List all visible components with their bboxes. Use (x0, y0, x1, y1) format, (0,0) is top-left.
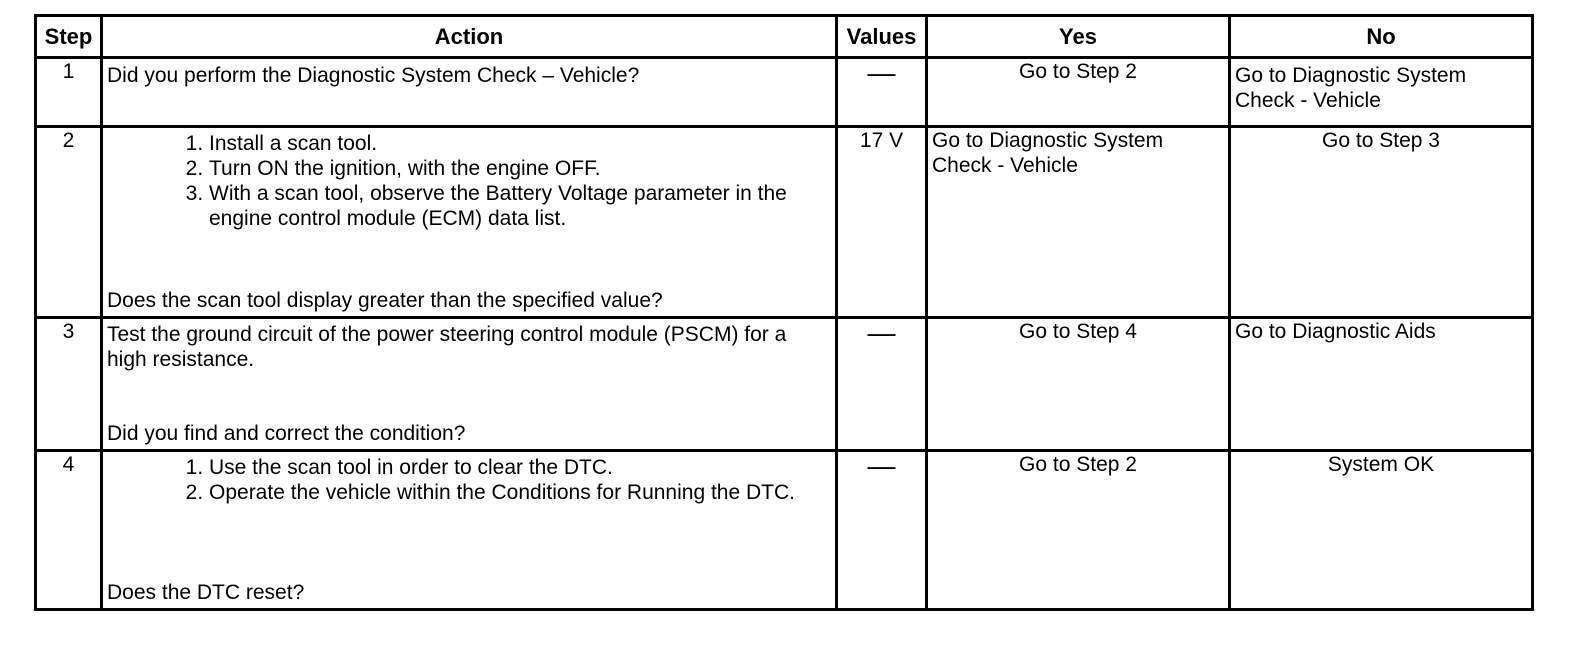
diagnostic-table (34, 14, 1534, 611)
step-number: 3 (36, 318, 102, 451)
step-number: 2 (36, 127, 102, 318)
yes-link[interactable]: Go to Step 2 (1019, 60, 1137, 83)
value-cell (837, 318, 927, 451)
header-no: No (1230, 16, 1533, 58)
header-row (36, 16, 1533, 58)
action-question: Did you find and correct the condition? (107, 422, 466, 445)
yes-cell (927, 58, 1230, 127)
no-link[interactable]: Go to Diagnostic System Check - Vehicle (1235, 64, 1467, 112)
action-list-item: 3. With a scan tool, observe the Battery Voltage parameter in the engine control module (ECM) data list. (209, 181, 831, 231)
yes-link[interactable]: Go to Step 2 (1019, 453, 1137, 476)
table-row-step-1 (36, 58, 1533, 127)
step-number: 4 (36, 451, 102, 610)
action-list-item: 2. Operate the vehicle within the Conditions for Running the DTC. (209, 480, 831, 505)
no-link[interactable]: Go to Diagnostic Aids (1235, 320, 1436, 343)
action-list-item: 1. Install a scan tool. (209, 131, 831, 156)
no-cell (1230, 58, 1533, 127)
action-cell (102, 127, 837, 318)
value-cell (837, 451, 927, 610)
header-action: Action (102, 16, 837, 58)
action-list-item: 2. Turn ON the ignition, with the engine OFF. (209, 156, 831, 181)
yes-link[interactable]: Go to Step 4 (1019, 320, 1137, 343)
action-text: Did you perform the Diagnostic System Check – Vehicle? (107, 64, 640, 87)
action-list (107, 455, 831, 505)
value-cell (837, 127, 927, 318)
action-cell (102, 451, 837, 610)
header-yes: Yes (927, 16, 1230, 58)
action-cell (102, 58, 837, 127)
step-number: 1 (36, 58, 102, 127)
yes-link[interactable]: Go to Diagnostic System Check - Vehicle (932, 129, 1164, 177)
action-question: Does the DTC reset? (107, 581, 305, 604)
value-text: 17 V (859, 129, 904, 152)
table-row-step-3 (36, 318, 1533, 451)
value-dash: — (867, 317, 896, 348)
yes-cell (927, 451, 1230, 610)
value-dash: — (867, 57, 896, 88)
action-list (107, 131, 831, 231)
action-question: Does the scan tool display greater than the specified value? (107, 289, 663, 312)
table-row-step-4 (36, 451, 1533, 610)
yes-cell (927, 318, 1230, 451)
action-list-item: 1. Use the scan tool in order to clear the DTC. (209, 455, 831, 480)
table-row-step-2 (36, 127, 1533, 318)
header-step: Step (36, 16, 102, 58)
action-text: Test the ground circuit of the power steering control module (PSCM) for a high resistance. (107, 323, 787, 371)
no-cell (1230, 451, 1533, 610)
no-link[interactable]: System OK (1327, 453, 1435, 476)
value-dash: — (867, 450, 896, 481)
action-cell (102, 318, 837, 451)
value-cell (837, 58, 927, 127)
yes-cell (927, 127, 1230, 318)
no-cell (1230, 127, 1533, 318)
no-link[interactable]: Go to Step 3 (1322, 129, 1440, 152)
no-cell (1230, 318, 1533, 451)
header-values: Values (837, 16, 927, 58)
